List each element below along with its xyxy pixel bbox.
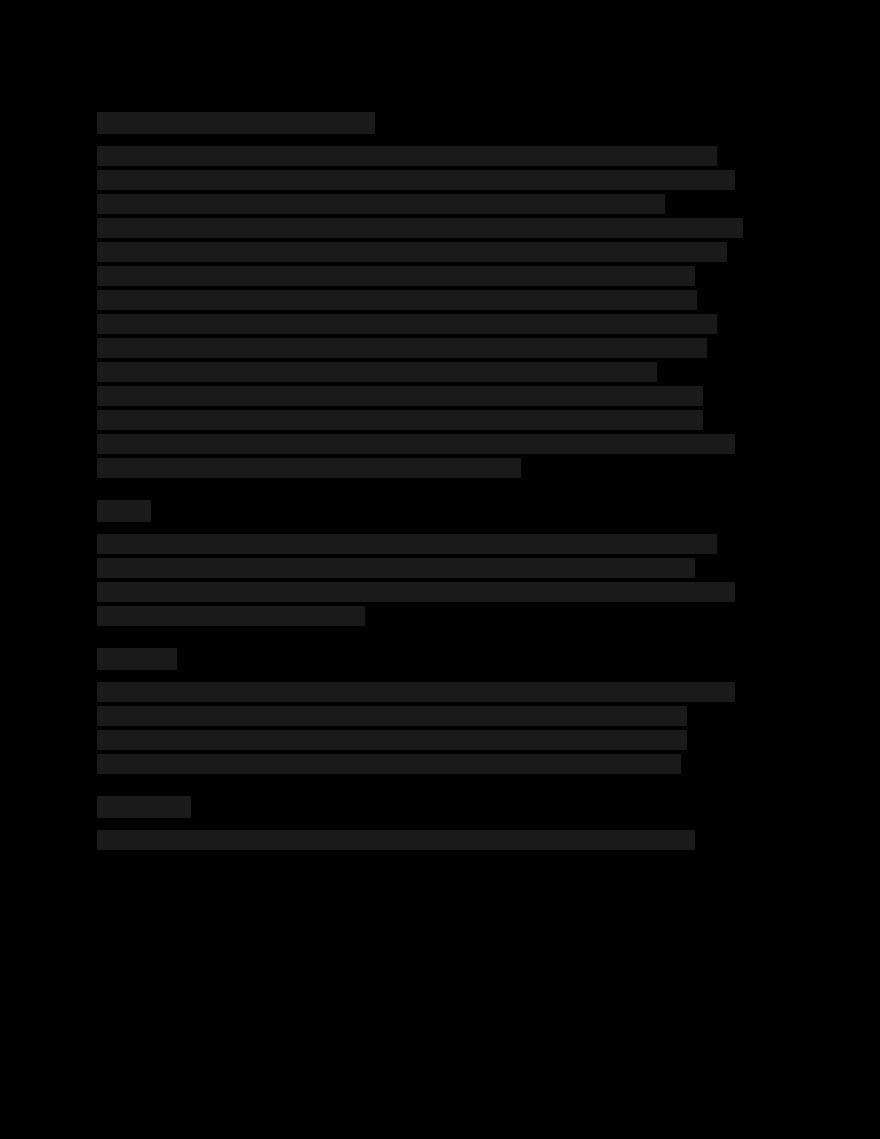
section-gap xyxy=(97,630,757,648)
redacted-document xyxy=(97,112,757,872)
redacted-text-line xyxy=(97,170,735,190)
section-gap xyxy=(97,482,757,500)
redacted-text-line xyxy=(97,534,717,554)
redacted-text-line xyxy=(97,314,717,334)
section-gap xyxy=(97,778,757,796)
redacted-text-line xyxy=(97,290,697,310)
redacted-text-line xyxy=(97,558,695,578)
redacted-heading xyxy=(97,112,375,134)
redacted-text-line xyxy=(97,386,703,406)
redacted-text-line xyxy=(97,682,735,702)
redacted-text-line xyxy=(97,218,743,238)
redacted-heading xyxy=(97,796,191,818)
redacted-text-line xyxy=(97,754,681,774)
redacted-text-line xyxy=(97,338,707,358)
redacted-text-line xyxy=(97,606,365,626)
redacted-text-line xyxy=(97,410,703,430)
redacted-heading xyxy=(97,648,177,670)
redacted-text-line xyxy=(97,362,657,382)
section-1 xyxy=(97,112,757,500)
redacted-text-line xyxy=(97,730,687,750)
section-gap xyxy=(97,854,757,872)
section-2 xyxy=(97,500,757,648)
redacted-heading xyxy=(97,500,151,522)
redacted-text-line xyxy=(97,434,735,454)
redacted-text-line xyxy=(97,458,521,478)
section-3 xyxy=(97,648,757,796)
redacted-text-line xyxy=(97,242,727,262)
redacted-text-line xyxy=(97,582,735,602)
redacted-text-line xyxy=(97,194,665,214)
redacted-text-line xyxy=(97,266,695,286)
redacted-text-line xyxy=(97,706,687,726)
redacted-text-line xyxy=(97,146,717,166)
section-4 xyxy=(97,796,757,872)
redacted-text-line xyxy=(97,830,695,850)
